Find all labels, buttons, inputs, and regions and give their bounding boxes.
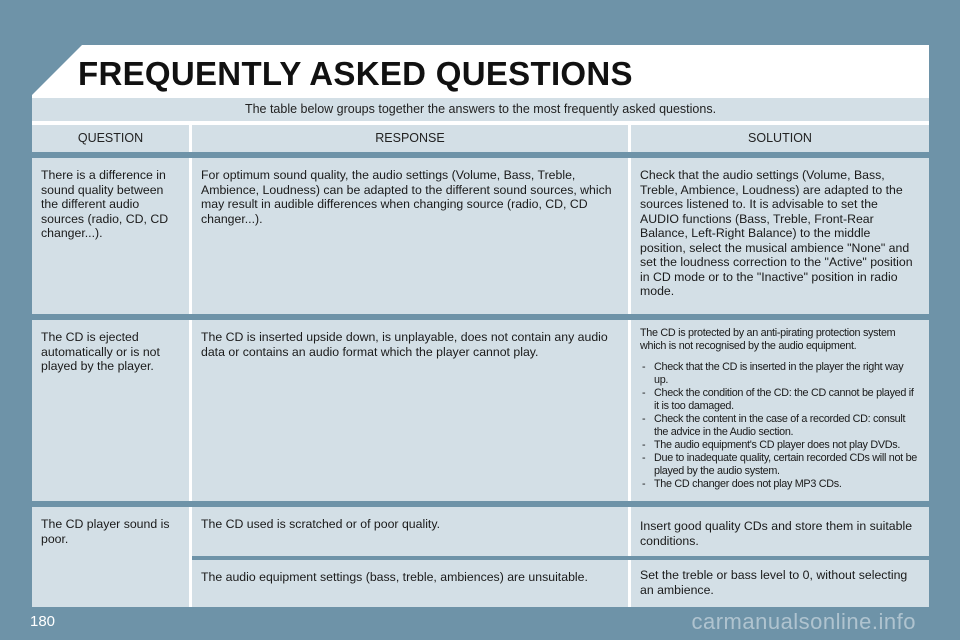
question-cell: The CD is ejected automatically or is not played by the player. xyxy=(32,320,189,501)
column-header-question: QUESTION xyxy=(32,125,189,152)
column-header-response: RESPONSE xyxy=(192,125,628,152)
solution-cell: Set the treble or bass level to 0, without selecting an ambience. xyxy=(631,560,929,607)
response-cell: The CD is inserted upside down, is unplayable, does not contain any audio data or contains an audio format which the player cannot play. xyxy=(192,320,628,501)
page-title: FREQUENTLY ASKED QUESTIONS xyxy=(78,55,633,92)
list-item: - Check the condition of the CD: the CD cannot be played if it is too damaged. xyxy=(640,387,919,413)
question-cell: The CD player sound is poor. xyxy=(32,507,189,607)
solution-cell: Insert good quality CDs and store them in suitable conditions. xyxy=(631,507,929,556)
list-item: - Check that the CD is inserted in the player the right way up. xyxy=(640,361,919,387)
solution-list xyxy=(640,361,919,491)
list-item: - Check the content in the case of a recorded CD: consult the advice in the Audio section. xyxy=(640,413,919,439)
solution-intro: The CD is protected by an anti-pirating protection system which is not recognised by the audio equipment. xyxy=(640,327,896,352)
intro-text: The table below groups together the answers to the most frequently asked questions. xyxy=(32,98,929,121)
response-cell: The CD used is scratched or of poor quality. xyxy=(192,507,628,556)
response-cell: For optimum sound quality, the audio settings (Volume, Bass, Treble, Ambience, Loudness) can be adapted to the different sound sources, which may result in audible differences when changing source (radio, CD, CD changer...). xyxy=(192,158,628,314)
response-cell: The audio equipment settings (bass, treble, ambiences) are unsuitable. xyxy=(192,560,628,607)
solution-cell: Check that the audio settings (Volume, Bass, Treble, Ambience, Loudness) are adapted to the sources listened to. It is advisable to set the AUDIO functions (Bass, Treble, Front-Rear Balance, Left-Right Balance) to the middle position, select the musical ambience "None" and set the loudness correction to the "Active" position in CD mode or to the "Inactive" position in radio mode. xyxy=(631,158,929,314)
list-item: - The audio equipment's CD player does not play DVDs. xyxy=(640,439,919,452)
list-item: - Due to inadequate quality, certain recorded CDs will not be played by the audio system. xyxy=(640,452,919,478)
page-number: 180 xyxy=(30,613,56,630)
list-item: - The CD changer does not play MP3 CDs. xyxy=(640,478,919,491)
column-header-solution: SOLUTION xyxy=(631,125,929,152)
watermark: carmanualsonline.info xyxy=(691,609,916,634)
solution-cell xyxy=(631,320,929,501)
question-cell: There is a difference in sound quality between the different audio sources (radio, CD, CD changer...). xyxy=(32,158,189,314)
